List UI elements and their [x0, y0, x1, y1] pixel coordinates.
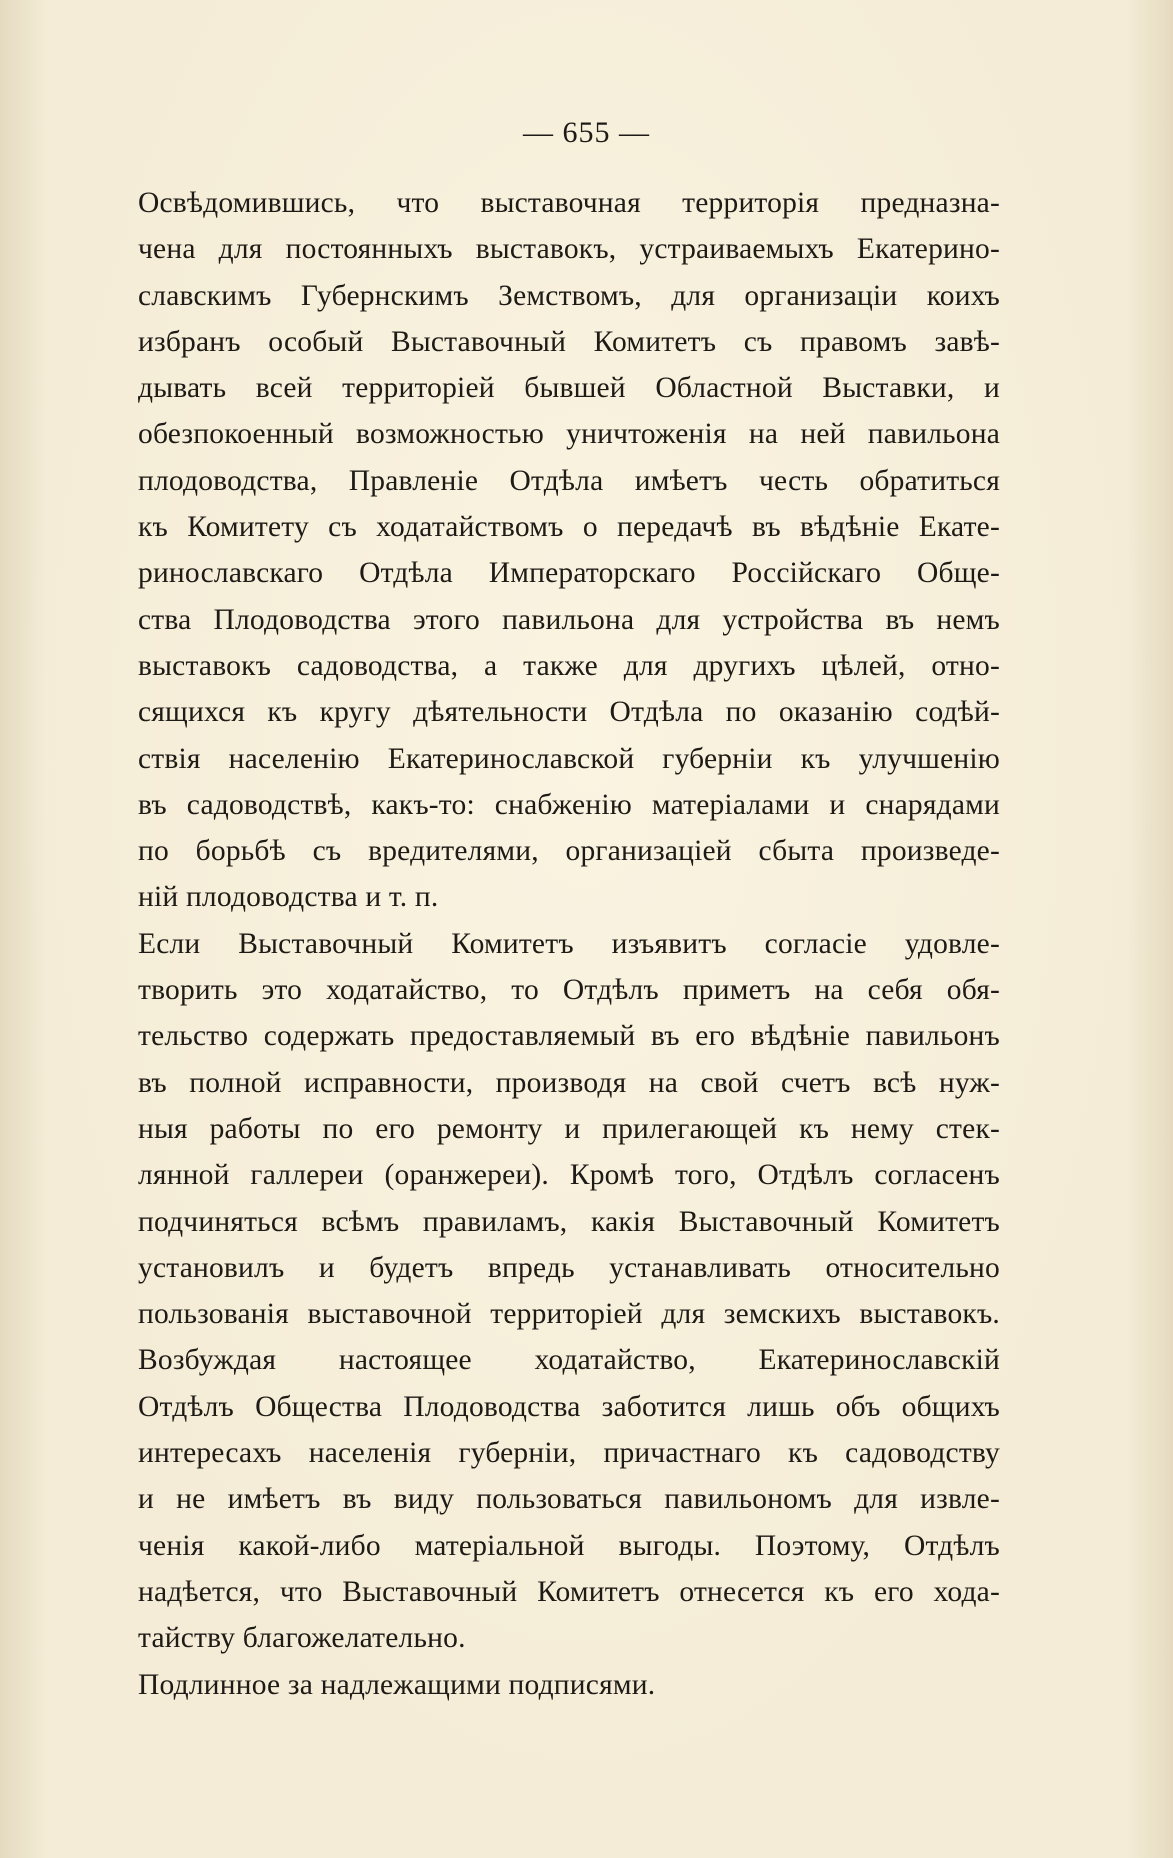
- text-line: къ Комитету съ ходатайствомъ о передачѣ въ вѣдѣніе Екате-: [138, 511, 1000, 544]
- text-line: Подлинное за надлежащими подписями.: [138, 1668, 656, 1701]
- text-line: выставокъ садоводства, а также для другихъ цѣлей, отно-: [138, 649, 1000, 682]
- body-text: [138, 180, 1000, 1708]
- text-line: надѣется, что Выставочный Комитетъ отнесется къ его хода-: [138, 1575, 1000, 1608]
- text-line: и не имѣетъ въ виду пользоваться павильономъ для извле-: [138, 1483, 1000, 1516]
- text-line: въ садоводствѣ, какъ-то: снабженію матеріалами и снарядами: [138, 788, 1000, 821]
- text-line: Возбуждая настоящее ходатайство, Екатеринославскій: [138, 1344, 1000, 1377]
- text-line: Отдѣлъ Общества Плодоводства заботится лишь объ общихъ: [138, 1390, 1000, 1423]
- text-line: ныя работы по его ремонту и прилегающей къ нему стек-: [138, 1112, 1000, 1145]
- text-line: Освѣдомившись, что выставочная территорія предназна-: [138, 187, 1000, 219]
- text-line: избранъ особый Выставочный Комитетъ съ правомъ завѣ-: [138, 325, 1000, 358]
- text-line: Если Выставочный Комитетъ изъявитъ согласіе удовле-: [138, 927, 1000, 960]
- text-line: лянной галлереи (оранжереи). Кромѣ того, Отдѣлъ согласенъ: [138, 1159, 1000, 1192]
- text-line: сящихся къ кругу дѣятельности Отдѣла по оказанію содѣй-: [138, 696, 1000, 729]
- page-number: — 655 —: [523, 116, 650, 149]
- text-line: по борьбѣ съ вредителями, организаціей сбыта произведе-: [138, 835, 1000, 868]
- text-line: ченія какой-либо матеріальной выгоды. Поэтому, Отдѣлъ: [138, 1529, 1000, 1562]
- text-line: ринославскаго Отдѣла Императорскаго Россійскаго Обще-: [138, 557, 1000, 590]
- text-line: тайству благожелательно.: [138, 1622, 466, 1655]
- text-line: ній плодоводства и т. п.: [138, 881, 439, 914]
- text-line: въ полной исправности, производя на свой счетъ всѣ нуж-: [138, 1066, 1000, 1099]
- text-line: дывать всей территоріей бывшей Областной Выставки, и: [138, 372, 1000, 405]
- text-line: обезпокоенный возможностью уничтоженія на ней павильона: [138, 418, 1000, 451]
- text-line: творить это ходатайство, то Отдѣлъ приметъ на себя обя-: [138, 974, 1000, 1007]
- text-line: тельство содержать предоставляемый въ его вѣдѣніе павильонъ: [138, 1020, 1000, 1053]
- text-line: подчиняться всѣмъ правиламъ, какія Выставочный Комитетъ: [138, 1205, 1000, 1238]
- text-line: пользованія выставочной территоріей для земскихъ выставокъ.: [138, 1298, 1000, 1331]
- text-line: славскимъ Губернскимъ Земствомъ, для организаціи коихъ: [138, 279, 1000, 312]
- text-line: чена для постоянныхъ выставокъ, устраиваемыхъ Екатерино-: [138, 233, 1000, 266]
- text-line: плодоводства, Правленіе Отдѣла имѣетъ честь обратиться: [138, 464, 1000, 497]
- text-line: ствія населенію Екатеринославской губерніи къ улучшенію: [138, 742, 1000, 775]
- text-line: интересахъ населенія губерніи, причастнаго къ садоводству: [138, 1437, 1000, 1470]
- text-line: ства Плодоводства этого павильона для устройства въ немъ: [138, 603, 1000, 636]
- text-line: установилъ и будетъ впредь устанавливать относительно: [138, 1251, 1000, 1284]
